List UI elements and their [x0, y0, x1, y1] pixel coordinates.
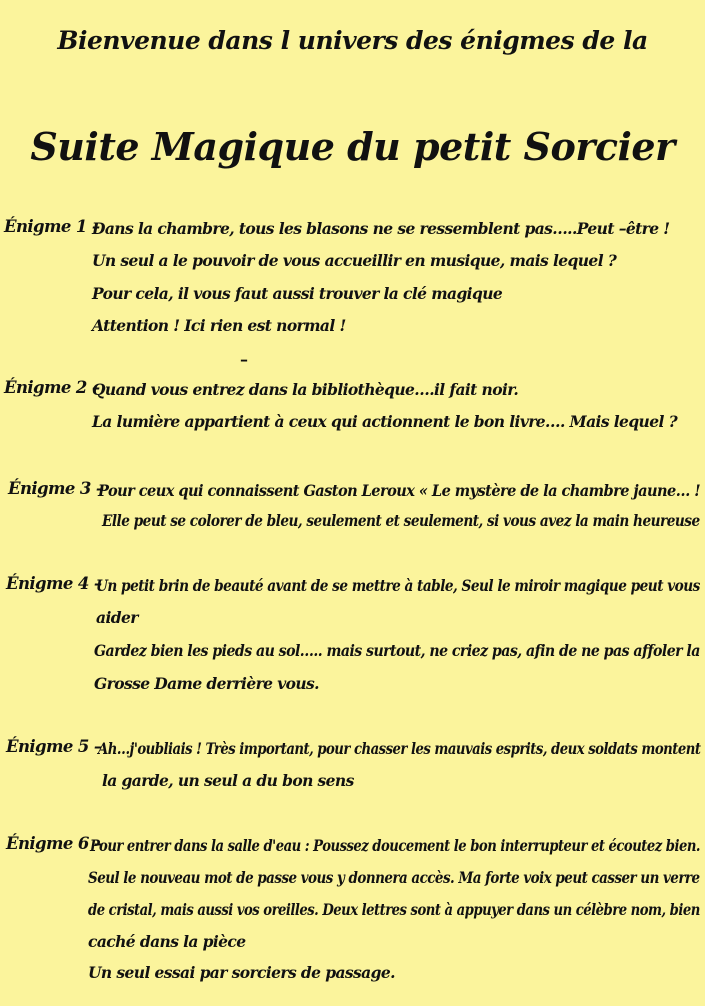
- enigme-1-line-1: Dans la chambre, tous les blasons ne se ressemblent pas…..Peut –être !: [92, 219, 670, 238]
- welcome-heading: Bienvenue dans l univers des énigmes de la: [57, 26, 648, 55]
- enigme-3-line-2: Elle peut se colorer de bleu, seulement et seulement, si vous avez la main heureuse: [102, 511, 700, 530]
- enigme-4-line-3: Gardez bien les pieds au sol….. mais surtout, ne criez pas, afin de ne pas affoler la: [94, 641, 700, 660]
- enigme-1-line-2: Un seul a le pouvoir de vous accueillir en musique, mais lequel ?: [92, 251, 617, 270]
- enigme-2-label: Énigme 2 –: [4, 378, 100, 397]
- enigme-3-line-1: Pour ceux qui connaissent Gaston Leroux « Le mystère de la chambre jaune… !: [98, 481, 701, 500]
- separator-dash: –: [240, 350, 248, 369]
- enigme-3-label: Énigme 3 –: [8, 479, 104, 498]
- enigme-6-label: Énigme 6 –: [6, 834, 102, 853]
- suite-title: Suite Magique du petit Sorcier: [30, 124, 675, 169]
- enigme-1-label: Énigme 1 –: [4, 217, 100, 236]
- enigme-6-line-1: Pour entrer dans la salle d'eau : Poussez doucement le bon interrupteur et écoutez bien.: [90, 836, 700, 855]
- enigme-2-line-2: La lumière appartient à ceux qui actionnent le bon livre…. Mais lequel ?: [92, 412, 678, 431]
- enigme-6-line-4: caché dans la pièce: [88, 932, 246, 951]
- enigme-1-line-3: Pour cela, il vous faut aussi trouver la clé magique: [92, 284, 503, 303]
- enigme-4-label: Énigme 4 –: [6, 574, 102, 593]
- enigme-6-line-5: Un seul essai par sorciers de passage.: [88, 963, 395, 982]
- enigme-2-line-1: Quand vous entrez dans la bibliothèque….il fait noir.: [92, 380, 519, 399]
- enigme-6-line-2: Seul le nouveau mot de passe vous y donnera accès. Ma forte voix peut casser un verre: [88, 868, 700, 887]
- enigme-5-line-1: Ah…j'oubliais ! Très important, pour chasser les mauvais esprits, deux soldats montent: [98, 739, 701, 758]
- enigme-5-line-2: la garde, un seul a du bon sens: [102, 771, 354, 790]
- enigme-6-line-3: de cristal, mais aussi vos oreilles. Deux lettres sont à appuyer dans un célèbre nom, bien: [88, 900, 700, 919]
- enigme-5-label: Énigme 5 –: [6, 737, 102, 756]
- enigme-4-line-4: Grosse Dame derrière vous.: [94, 674, 319, 693]
- enigme-1-line-4: Attention ! Ici rien est normal !: [92, 316, 346, 335]
- enigme-4-line-2: aider: [96, 608, 138, 627]
- enigme-4-line-1: Un petit brin de beauté avant de se mettre à table, Seul le miroir magique peut vous: [96, 576, 700, 595]
